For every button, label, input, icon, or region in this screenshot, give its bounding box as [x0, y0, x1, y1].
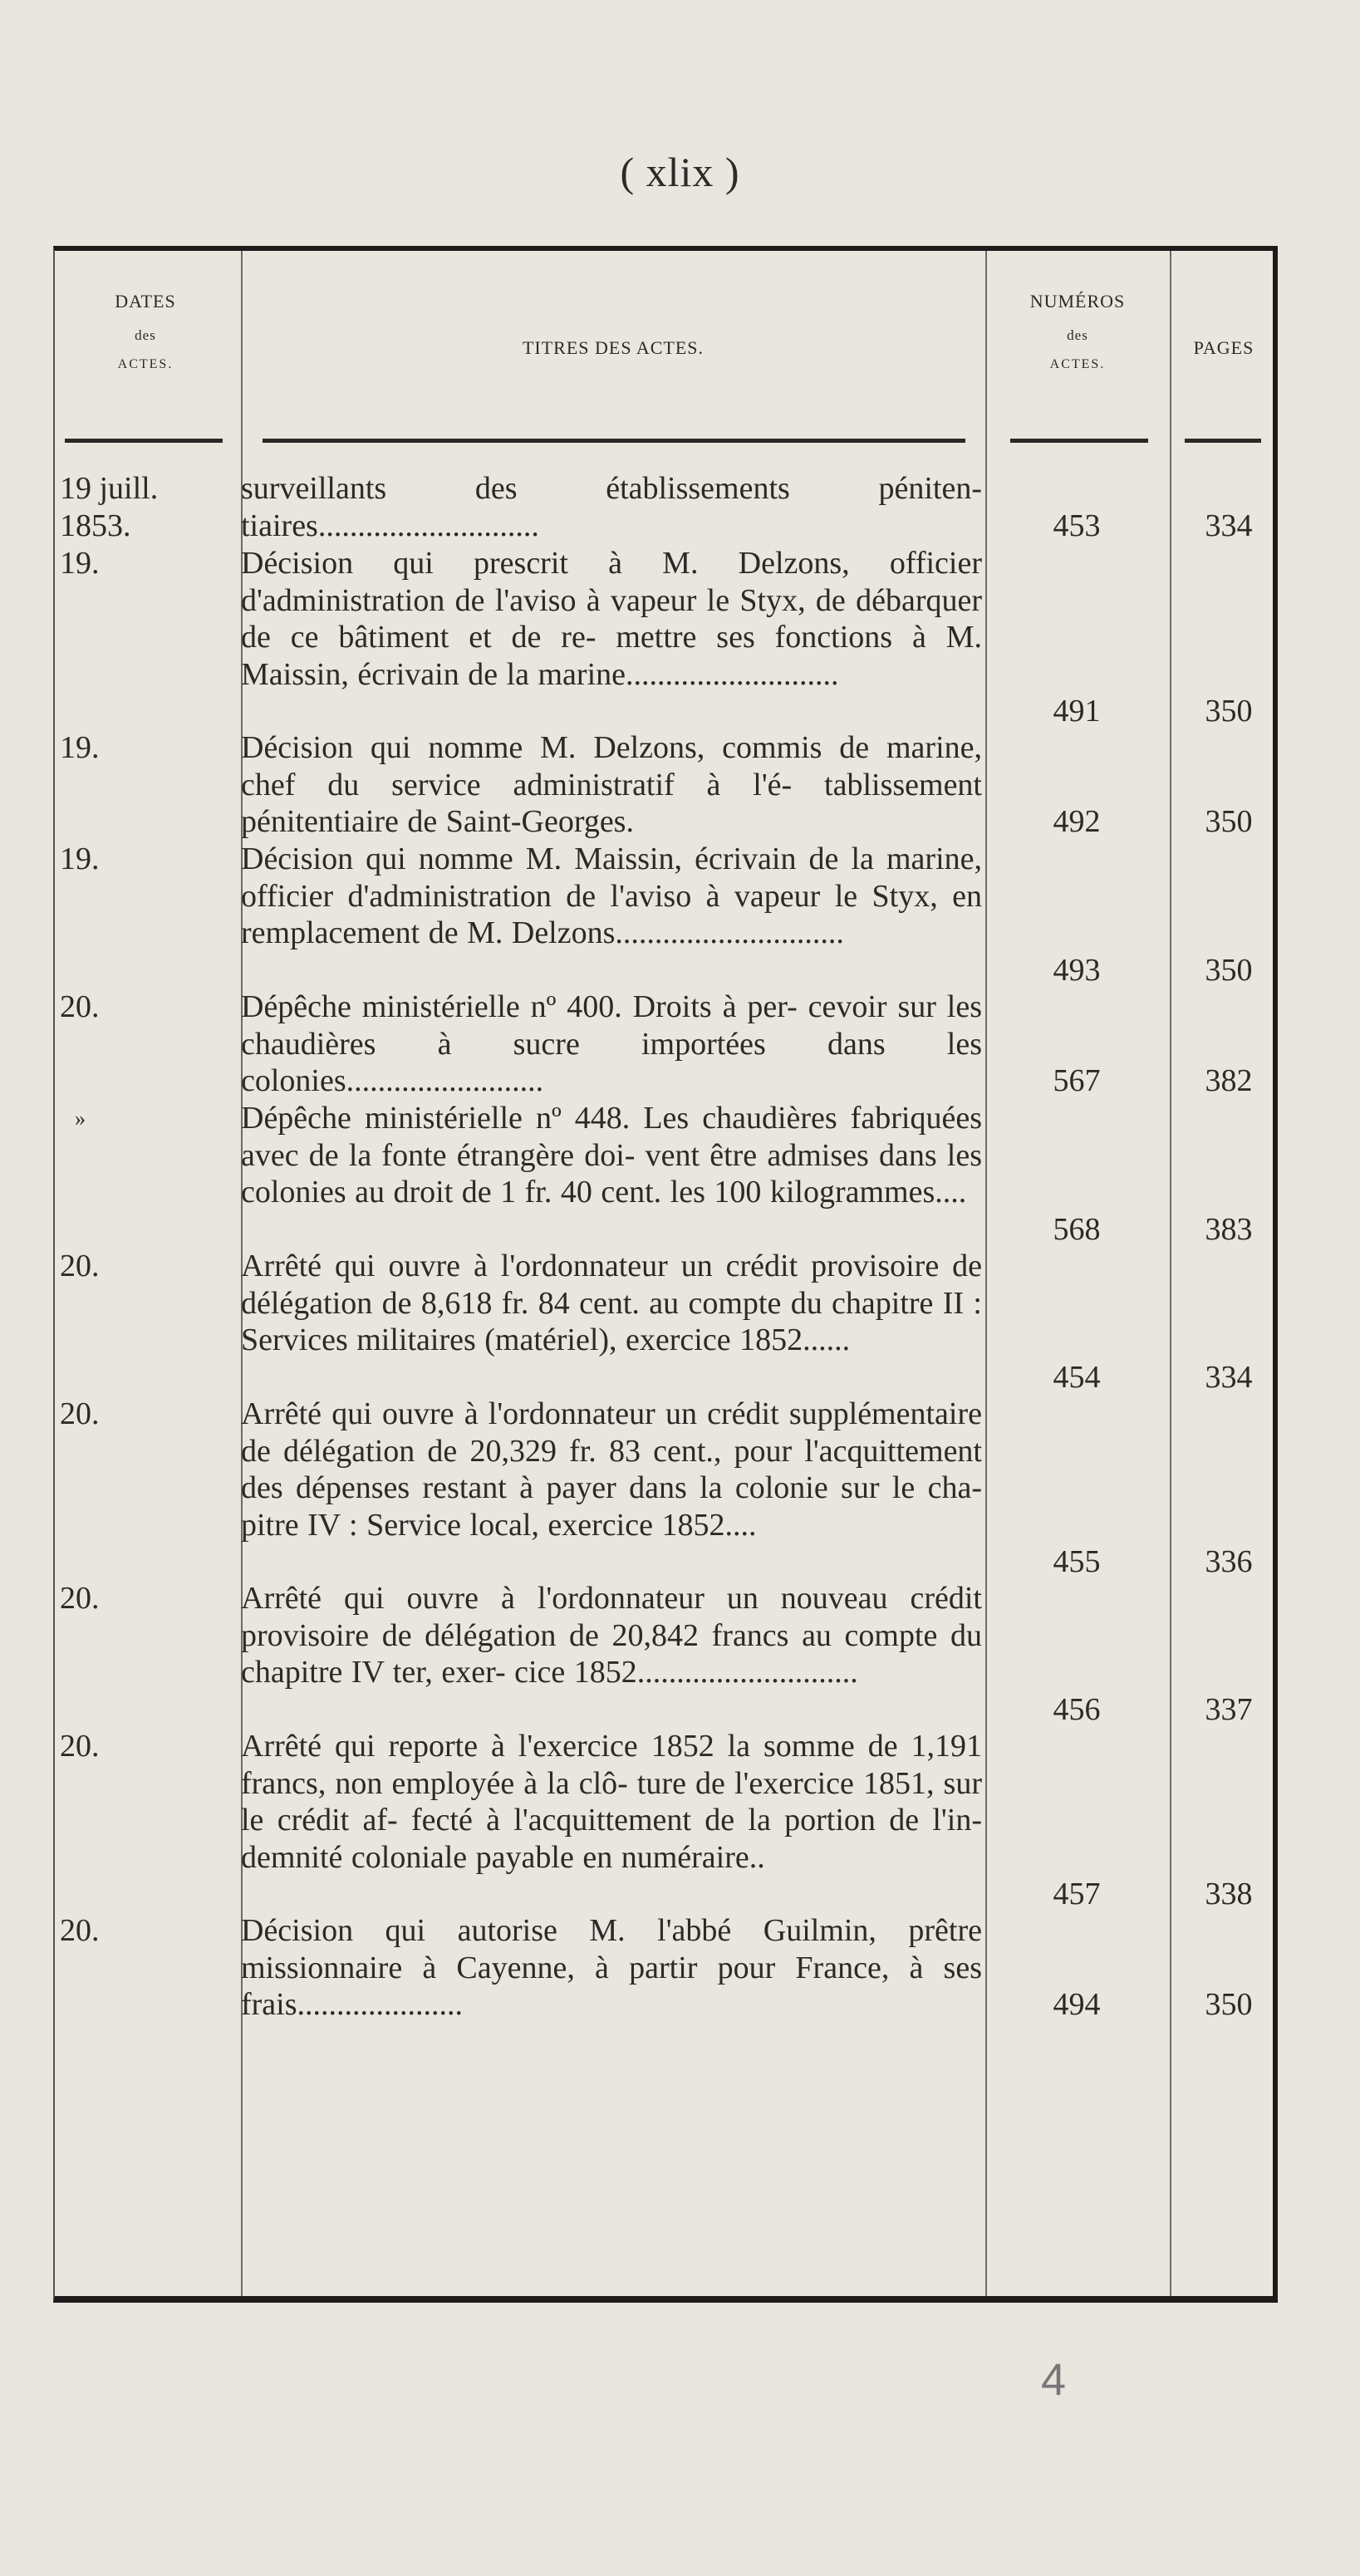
header-dates-line1: DATES: [115, 291, 176, 312]
column-divider: [985, 251, 987, 2296]
row-date: »: [75, 1106, 86, 1131]
row-page: 337: [1205, 1692, 1253, 1727]
row-page: 350: [1205, 953, 1253, 988]
row-date: 20.: [60, 1581, 100, 1616]
row-date: 20.: [60, 989, 100, 1024]
row-title: Dépêche ministérielle nº 448. Les chaudières fabriquées avec de la fonte étrangère doi- vent être admises dans les colonies au droit de 1 fr. 40 cent. les 100 kilogrammes....: [241, 1101, 982, 1210]
signature-mark: 4: [1040, 2355, 1067, 2405]
row-page: 350: [1205, 694, 1253, 729]
header-rule: [65, 439, 223, 443]
column-divider: [1170, 251, 1171, 2296]
row-page: 334: [1205, 1360, 1253, 1395]
row-numero: 493: [1053, 953, 1101, 988]
row-page: 382: [1205, 1063, 1253, 1098]
row-page: 336: [1205, 1544, 1253, 1579]
header-pages: PAGES: [1193, 337, 1254, 358]
header-dates: [58, 291, 233, 372]
row-title: surveillants des établissements péniten- tiaires............................: [241, 471, 982, 543]
row-numero: 568: [1053, 1212, 1101, 1247]
row-numero: 457: [1053, 1877, 1101, 1911]
row-numero: 567: [1053, 1063, 1101, 1098]
row-date: 19.: [60, 730, 100, 765]
header-numeros: [985, 291, 1170, 372]
row-title: Décision qui autorise M. l'abbé Guilmin, prêtre missionnaire à Cayenne, à partir pour France, à ses frais.....................: [241, 1913, 982, 2023]
row-numero: 453: [1053, 508, 1101, 543]
row-title: Arrêté qui ouvre à l'ordonnateur un crédit provisoire de délégation de 8,618 fr. 84 cent. au compte du chapitre II : Services militaires (matériel), exercice 1852......: [241, 1249, 982, 1358]
row-date: 20.: [60, 1729, 100, 1764]
row-page: 350: [1205, 804, 1253, 839]
header-numeros-line3: ACTES.: [1049, 357, 1106, 371]
header-numeros-line2: des: [1067, 327, 1088, 343]
row-date: 20.: [60, 1249, 100, 1283]
row-page: 350: [1205, 1987, 1253, 2022]
row-numero: 454: [1053, 1360, 1101, 1395]
row-title: Décision qui nomme M. Maissin, écrivain de la marine, officier d'administration de l'aviso à vapeur le Styx, en remplacement de M. Delzons.............................: [241, 841, 982, 951]
row-numero: 456: [1053, 1692, 1101, 1727]
row-title: Arrêté qui ouvre à l'ordonnateur un crédit supplémentaire de délégation de 20,329 fr. 83 cent., pour l'acquittement des dépenses restant à payer dans la colonie sur le cha- pitre IV : Service local, exercice 1852....: [241, 1396, 982, 1543]
row-numero: 494: [1053, 1987, 1101, 2022]
row-title: Arrêté qui reporte à l'exercice 1852 la somme de 1,191 francs, non employée à la clô- ture de l'exercice 1851, sur le crédit af- fecté à l'acquittement de la portion de l'in- demnité coloniale payable en numéraire..: [241, 1729, 982, 1875]
row-numero: 492: [1053, 804, 1101, 839]
row-date: 20.: [60, 1396, 100, 1431]
header-numeros-line1: NUMÉROS: [1029, 291, 1126, 312]
row-date: 19.: [60, 841, 100, 876]
row-page: 338: [1205, 1877, 1253, 1911]
row-date: 20.: [60, 1913, 100, 1948]
header-titles: TITRES DES ACTES.: [522, 337, 705, 358]
header-rule: [1010, 439, 1148, 443]
header-rule: [263, 439, 965, 443]
row-title: Arrêté qui ouvre à l'ordonnateur un nouveau crédit provisoire de délégation de 20,842 francs au compte du chapitre IV ter, exer- cice 1852............................: [241, 1581, 982, 1690]
row-title: Décision qui nomme M. Delzons, commis de marine, chef du service administratif à l'é- tablissement pénitentiaire de Saint-Georges.: [241, 730, 982, 840]
row-numero: 491: [1053, 694, 1101, 729]
row-date: 19 juill. 1853.: [60, 471, 159, 543]
header-dates-line3: ACTES.: [117, 357, 174, 371]
header-rule: [1185, 439, 1261, 443]
row-page: 383: [1205, 1212, 1253, 1247]
row-date: 19.: [60, 546, 100, 581]
row-title: Décision qui prescrit à M. Delzons, officier d'administration de l'aviso à vapeur le Styx, de débarquer de ce bâtiment et de re- mettre ses fonctions à M. Maissin, écrivain de la marine...........................: [241, 546, 982, 692]
row-title: Dépêche ministérielle nº 400. Droits à per- cevoir sur les chaudières à sucre importées dans les colonies.........................: [241, 989, 982, 1099]
row-page: 334: [1205, 508, 1253, 543]
page-title: ( xlix ): [620, 149, 740, 195]
row-numero: 455: [1053, 1544, 1101, 1579]
header-dates-line2: des: [135, 327, 156, 343]
